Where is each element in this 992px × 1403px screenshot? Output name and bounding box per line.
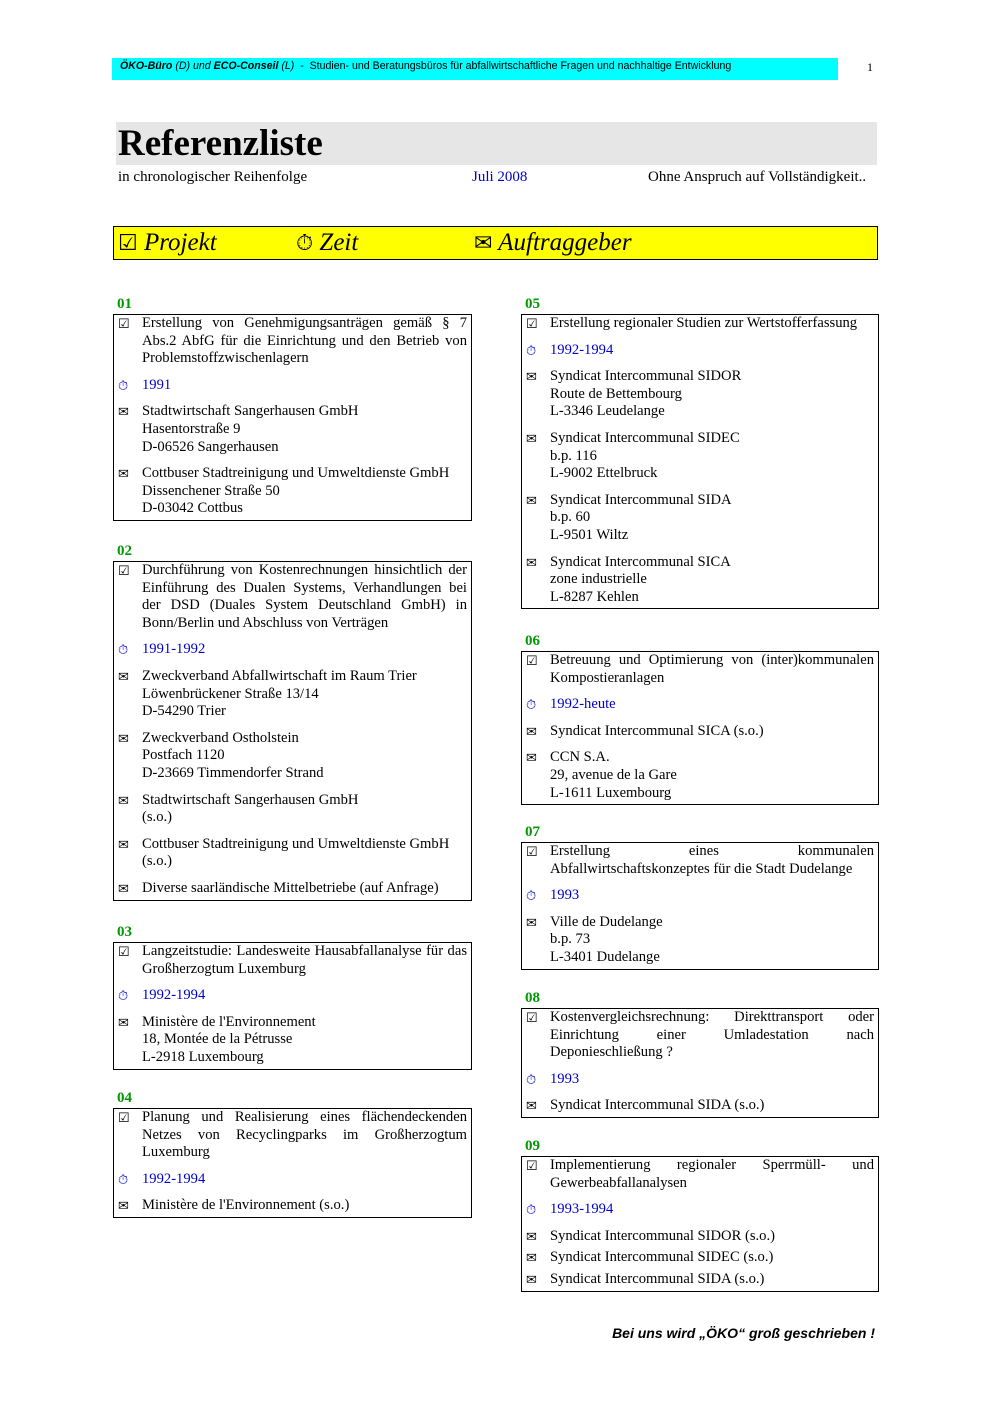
client-address <box>142 880 467 898</box>
client-line: L-9501 Wiltz <box>550 526 629 543</box>
project-row <box>526 652 874 687</box>
envelope-icon: ✉ <box>118 880 129 896</box>
client-line: L-8287 Kehlen <box>550 588 639 605</box>
client-address <box>550 1249 874 1267</box>
legend-client <box>474 227 632 259</box>
project-row <box>118 315 467 368</box>
reference-entry <box>113 296 472 521</box>
entry-box <box>113 561 472 901</box>
client-address <box>142 403 467 456</box>
envelope-icon: ✉ <box>118 466 129 482</box>
client-row <box>118 792 467 827</box>
legend-time <box>296 227 358 259</box>
client-line: 29, avenue de la Gare <box>550 766 677 783</box>
project-text: Planung und Realisierung eines flächendeckenden Netzes von Recyclingparks im Großherzogtum Luxemburg <box>142 1109 467 1161</box>
time-text: 1993-1994 <box>550 1201 614 1218</box>
entry-number: 07 <box>525 824 540 840</box>
clock-icon: ⏱ <box>526 342 537 358</box>
client-line: Syndicat Intercommunal SIDOR (s.o.) <box>550 1227 775 1244</box>
client-line: Syndicat Intercommunal SIDEC (s.o.) <box>550 1249 774 1266</box>
client-line: D-03042 Cottbus <box>142 500 243 517</box>
client-line: D-06526 Sangerhausen <box>142 438 279 455</box>
subtitle-left: in chronologischer Reihenfolge <box>118 169 308 185</box>
time-text: 1992-1994 <box>550 341 614 358</box>
client-line: b.p. 73 <box>550 931 591 948</box>
project-text: Erstellung regionaler Studien zur Wertstofferfassung <box>550 315 858 331</box>
time-row <box>526 342 874 360</box>
org1: ÖKO-Büro <box>120 60 173 72</box>
project-row <box>526 843 874 878</box>
entry-number: 05 <box>525 296 540 312</box>
entry-box <box>521 651 879 805</box>
entry-number: 01 <box>117 296 132 312</box>
entry-box <box>113 1108 472 1218</box>
client-line: Syndicat Intercommunal SIDA <box>550 491 732 508</box>
reference-entry <box>113 543 472 901</box>
checkbox-icon: ☑ <box>526 1010 538 1025</box>
envelope-icon: ✉ <box>526 554 537 570</box>
envelope-icon: ✉ <box>118 1014 129 1030</box>
reference-entry <box>113 1090 472 1218</box>
client-line: Dissenchener Straße 50 <box>142 482 280 499</box>
client-address <box>550 1228 874 1246</box>
checkbox-icon: ☑ <box>118 944 130 959</box>
client-address <box>142 1197 467 1215</box>
project-text: Betreuung und Optimierung von (inter)kommunalen Kompostieranlagen <box>550 652 874 686</box>
client-line: b.p. 60 <box>550 509 591 526</box>
client-row <box>526 368 874 421</box>
time-row <box>526 1071 874 1089</box>
entry-box <box>521 1008 879 1118</box>
client-row <box>526 749 874 802</box>
reference-entry <box>521 633 879 805</box>
project-row <box>118 943 467 978</box>
client-line: Diverse saarländische Mittelbetriebe (auf Anfrage) <box>142 879 439 896</box>
client-address <box>550 723 874 741</box>
client-address <box>550 368 874 421</box>
entry-box <box>521 314 879 609</box>
client-line: Syndicat Intercommunal SICA (s.o.) <box>550 722 764 739</box>
legend-project-label: Projekt <box>143 229 217 256</box>
client-line: Syndicat Intercommunal SIDOR <box>550 368 742 385</box>
client-line: D-23669 Timmendorfer Strand <box>142 764 324 781</box>
envelope-icon: ✉ <box>526 750 537 766</box>
client-line: Stadtwirtschaft Sangerhausen GmbH <box>142 403 359 420</box>
envelope-icon: ✉ <box>118 792 129 808</box>
checkbox-icon: ☑ <box>118 230 138 255</box>
client-row <box>118 668 467 721</box>
client-line: Syndicat Intercommunal SIDEC <box>550 429 740 446</box>
time-text: 1992-heute <box>550 696 616 713</box>
client-row <box>526 492 874 545</box>
client-line: Syndicat Intercommunal SIDA (s.o.) <box>550 1270 765 1287</box>
client-row <box>118 880 467 898</box>
client-row <box>526 723 874 741</box>
clock-icon: ⏱ <box>118 377 129 393</box>
page-number: 1 <box>867 60 873 74</box>
reference-entry <box>113 924 472 1070</box>
checkbox-icon: ☑ <box>526 316 538 331</box>
legend-project <box>118 227 217 259</box>
client-line: Syndicat Intercommunal SICA <box>550 553 731 570</box>
client-line: (s.o.) <box>142 809 172 826</box>
entry-box <box>521 842 879 970</box>
legend-time-label: Zeit <box>319 229 359 256</box>
client-row <box>118 403 467 456</box>
checkbox-icon: ☑ <box>526 1158 538 1173</box>
time-row <box>118 987 467 1005</box>
client-row <box>526 1097 874 1115</box>
project-text: Erstellung eines kommunalen Abfallwirtschaftskonzeptes für die Stadt Dudelange <box>550 843 874 877</box>
project-text: Erstellung von Genehmigungsanträgen gemäß § 7 Abs.2 AbfG für die Einrichtung und den Betrieb von Problemstoffzwischenlagern <box>142 315 467 367</box>
envelope-icon: ✉ <box>526 430 537 446</box>
client-line: CCN S.A. <box>550 749 610 766</box>
client-address <box>550 1271 874 1289</box>
envelope-icon: ✉ <box>526 1098 537 1114</box>
client-row <box>526 1249 874 1267</box>
client-row <box>526 914 874 967</box>
client-row <box>526 1271 874 1289</box>
client-address <box>550 749 874 802</box>
client-row <box>118 836 467 871</box>
entry-number: 04 <box>117 1090 132 1106</box>
client-line: zone industrielle <box>550 571 647 588</box>
client-line: (s.o.) <box>142 853 172 870</box>
client-row <box>526 430 874 483</box>
time-text: 1992-1994 <box>142 987 206 1004</box>
client-address <box>550 492 874 545</box>
entry-number: 02 <box>117 543 132 559</box>
client-line: Syndicat Intercommunal SIDA (s.o.) <box>550 1097 765 1114</box>
envelope-icon: ✉ <box>526 723 537 739</box>
project-row <box>526 1009 874 1062</box>
client-line: Zweckverband Abfallwirtschaft im Raum Trier <box>142 667 417 684</box>
client-line: Cottbuser Stadtreinigung und Umweltdienste GmbH <box>142 465 450 482</box>
client-line: 18, Montée de la Pétrusse <box>142 1031 293 1048</box>
envelope-icon: ✉ <box>526 1250 537 1266</box>
time-text: 1993 <box>550 1070 580 1087</box>
entry-number: 08 <box>525 990 540 1006</box>
clock-icon: ⏱ <box>526 697 537 713</box>
project-text: Durchführung von Kostenrechnungen hinsichtlich der Einführung des Dualen Systems, Verhandlungen bei der DSD (Duales System Deutschland GmbH) in Bonn/Berlin und Abschluss von Verträgen <box>142 562 467 631</box>
reference-entry <box>521 296 879 609</box>
checkbox-icon: ☑ <box>526 844 538 859</box>
project-row <box>118 562 467 632</box>
clock-icon: ⏱ <box>526 1071 537 1087</box>
time-row <box>526 1201 874 1219</box>
client-line: Ville de Dudelange <box>550 913 663 930</box>
entry-box <box>113 942 472 1070</box>
project-text: Kostenvergleichsrechnung: Direkttransport oder Einrichtung einer Umladestation nach Deponieschließung ? <box>550 1009 874 1061</box>
clock-icon: ⏱ <box>526 1202 537 1218</box>
envelope-icon: ✉ <box>526 492 537 508</box>
client-row <box>118 730 467 783</box>
client-address <box>142 836 467 871</box>
envelope-icon: ✉ <box>526 369 537 385</box>
and-word: und <box>193 60 211 72</box>
envelope-icon: ✉ <box>118 730 129 746</box>
client-row <box>118 1014 467 1067</box>
client-line: L-9002 Ettelbruck <box>550 465 658 482</box>
entry-box <box>113 314 472 521</box>
clock-icon: ⏱ <box>526 888 537 904</box>
time-row <box>526 696 874 714</box>
client-line: Route de Bettembourg <box>550 385 682 402</box>
time-text: 1991 <box>142 376 172 393</box>
clock-icon: ⏱ <box>118 1171 129 1187</box>
client-line: Postfach 1120 <box>142 747 225 764</box>
header-description: Studien- und Beratungsbüros für abfallwirtschaftliche Fragen und nachhaltige Entwicklung <box>309 60 732 72</box>
client-address <box>142 792 467 827</box>
checkbox-icon: ☑ <box>118 1110 130 1125</box>
client-address <box>550 430 874 483</box>
org2: ECO-Conseil <box>213 60 279 72</box>
checkbox-icon: ☑ <box>118 316 130 331</box>
client-row <box>118 465 467 518</box>
entry-box <box>521 1156 879 1292</box>
client-row <box>118 1197 467 1215</box>
client-address <box>550 1097 874 1115</box>
client-line: Ministère de l'Environnement (s.o.) <box>142 1197 350 1214</box>
client-address <box>142 465 467 518</box>
client-line: Löwenbrückener Straße 13/14 <box>142 685 319 702</box>
entry-number: 09 <box>525 1138 540 1154</box>
client-line: Cottbuser Stadtreinigung und Umweltdienste GmbH <box>142 835 450 852</box>
project-text: Langzeitstudie: Landesweite Hausabfallanalyse für das Großherzogtum Luxemburg <box>142 943 467 977</box>
checkbox-icon: ☑ <box>118 563 130 578</box>
envelope-icon: ✉ <box>526 1271 537 1287</box>
legend-client-label: Auftraggeber <box>498 229 632 256</box>
reference-entry <box>521 990 879 1118</box>
envelope-icon: ✉ <box>118 1198 129 1214</box>
clock-icon: ⏱ <box>118 642 129 658</box>
client-line: Stadtwirtschaft Sangerhausen GmbH <box>142 791 359 808</box>
time-row <box>526 887 874 905</box>
legend-bar <box>113 226 878 260</box>
envelope-icon: ✉ <box>118 836 129 852</box>
clock-icon: ⏱ <box>118 988 129 1004</box>
client-address <box>142 1014 467 1067</box>
subtitle-right: Ohne Anspruch auf Vollständigkeit.. <box>648 169 867 185</box>
envelope-icon: ✉ <box>474 230 493 255</box>
project-row <box>526 1157 874 1192</box>
header-sep: - <box>300 60 304 72</box>
project-row <box>118 1109 467 1162</box>
envelope-icon: ✉ <box>118 668 129 684</box>
footer-slogan: Bei uns wird „ÖKO“ groß geschrieben ! <box>612 1325 875 1341</box>
client-line: L-3346 Leudelange <box>550 403 665 420</box>
clock-icon: ⏱ <box>296 230 314 255</box>
time-text: 1993 <box>550 887 580 904</box>
client-address <box>142 668 467 721</box>
client-row <box>526 554 874 607</box>
client-line: Ministère de l'Environnement <box>142 1013 316 1030</box>
client-line: Hasentorstraße 9 <box>142 420 241 437</box>
client-line: L-2918 Luxembourg <box>142 1048 264 1065</box>
time-row <box>118 377 467 395</box>
client-line: L-1611 Luxembourg <box>550 784 672 801</box>
envelope-icon: ✉ <box>118 404 129 420</box>
country2: (L) <box>281 60 295 72</box>
checkbox-icon: ☑ <box>526 653 538 668</box>
country1: (D) <box>175 60 191 72</box>
client-address <box>550 554 874 607</box>
client-line: D-54290 Trier <box>142 703 226 720</box>
time-row <box>118 1171 467 1189</box>
entry-number: 03 <box>117 924 132 940</box>
reference-entry <box>521 824 879 970</box>
envelope-icon: ✉ <box>526 1228 537 1244</box>
project-text: Implementierung regionaler Sperrmüll- und Gewerbeabfallanalysen <box>550 1157 874 1191</box>
client-line: Zweckverband Ostholstein <box>142 729 299 746</box>
entry-number: 06 <box>525 633 540 649</box>
client-line: b.p. 116 <box>550 447 597 464</box>
client-address <box>550 914 874 967</box>
client-line: L-3401 Dudelange <box>550 948 660 965</box>
header-bar <box>112 58 838 80</box>
time-row <box>118 641 467 659</box>
client-row <box>526 1228 874 1246</box>
envelope-icon: ✉ <box>526 914 537 930</box>
client-address <box>142 730 467 783</box>
time-text: 1992-1994 <box>142 1170 206 1187</box>
page-title: Referenzliste <box>118 123 323 164</box>
project-row <box>526 315 874 333</box>
reference-entry <box>521 1138 879 1292</box>
subtitle-date: Juli 2008 <box>472 169 528 185</box>
time-text: 1991-1992 <box>142 641 206 658</box>
